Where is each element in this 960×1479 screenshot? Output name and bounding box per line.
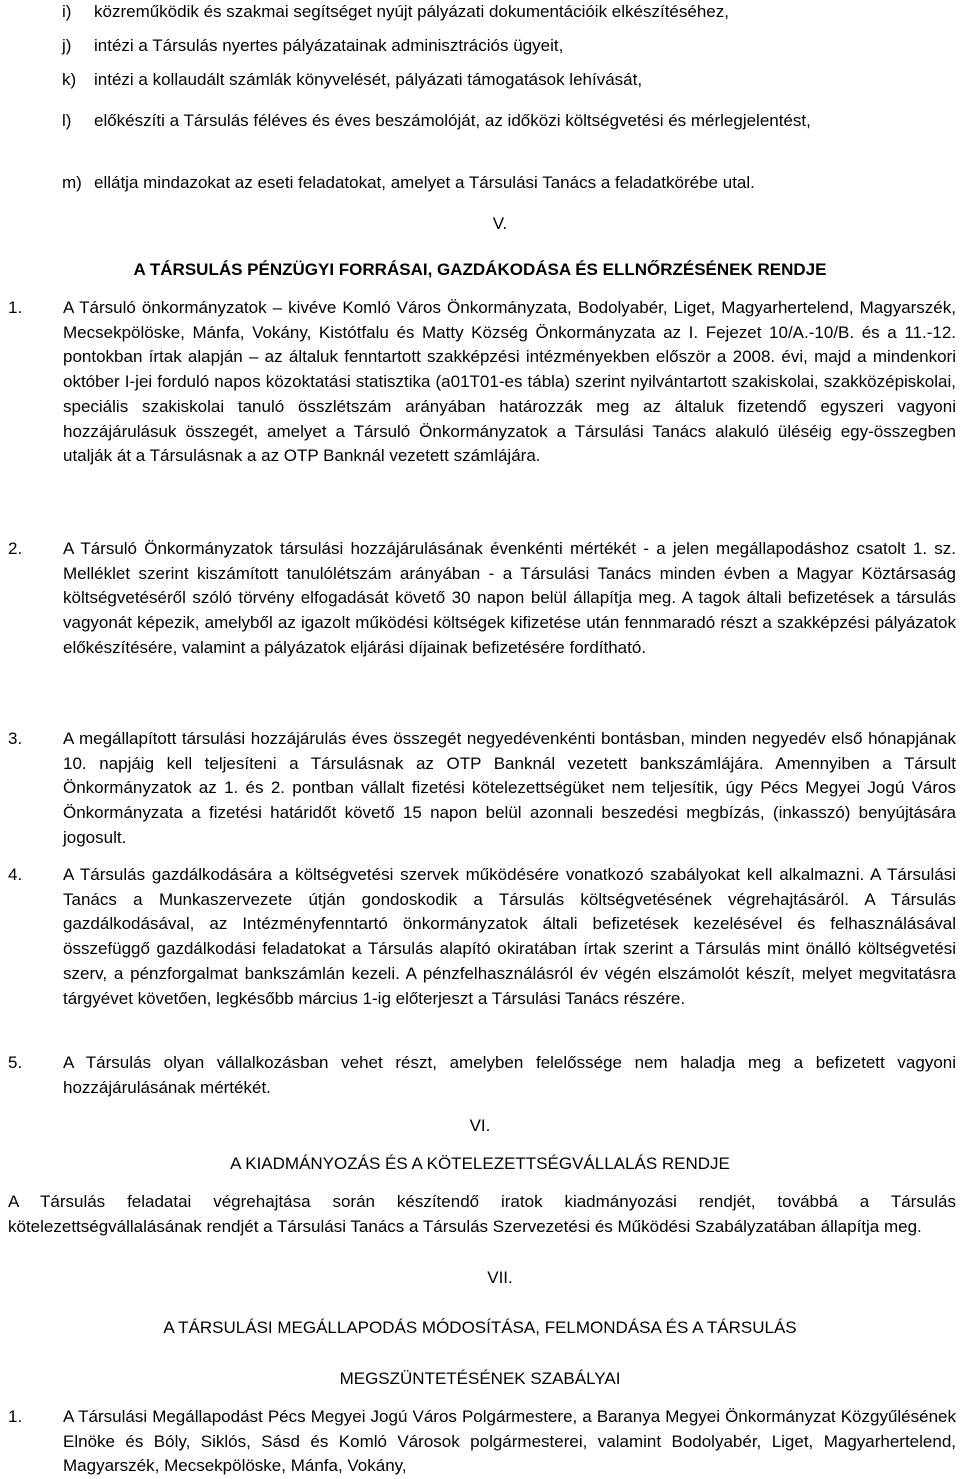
- item-label: i): [62, 2, 72, 21]
- item-text: közreműködik és szakmai segítséget nyújt pályázati dokumentációik elkészítéséhez,: [94, 2, 729, 21]
- list-item: [62, 109, 956, 171]
- item-number: 1.: [8, 1407, 23, 1426]
- list-item: [62, 171, 956, 201]
- list-item: [62, 68, 956, 109]
- item-number: 2.: [8, 539, 23, 558]
- list-item: [62, 34, 956, 68]
- item-label: k): [62, 70, 77, 89]
- item-text: intézi a kollaudált számlák könyvelését, pályázati támogatások lehívását,: [94, 70, 643, 89]
- numbered-item: [8, 863, 956, 1011]
- numbered-item: [8, 537, 956, 661]
- section-title: A TÁRSULÁS PÉNZÜGYI FORRÁSAI, GAZDÁKODÁSA ÉS ELLNŐRZÉSÉNEK RENDJE: [133, 260, 827, 279]
- item-text: A Társulási Megállapodást Pécs Megyei Jogú Város Polgármestere, a Baranya Megyei Önkormányzat Közgyűlésének Elnöke és Bóly, Siklós, Sásd és Komló Városok polgármesterei, valamint Bodolyabér, Liget, Magyarhertelend, Magyarszék, Mecsekpölöske, Mánfa, Vokány,: [63, 1407, 956, 1476]
- item-text: A Társulás gazdálkodására a költségvetési szervek működésére vonatkozó szabályokat kell alkalmazni. A Társulási Tanács a Munkaszervezete útján gondoskodik a Társulás költségvetésének végrehajtásáról. A Társulás gazdálkodásával, az Intézményfenntartó önkormányzatok általi befizetések kezelésével és felhasználásával összefüggő gazdálkodási feladatokat a Társulás alapító okiratában írtak szerint a Társulás mint önálló költségvetési szerv, a pénzforgalmat bankszámlán kezeli. A pénzfelhasználásról év végén elszámolót készít, melyet megvitatásra tárgyévet követően, legkésőbb március 1-ig előterjeszt a Társulási Tanács részére.: [63, 865, 956, 1008]
- section-numeral: VII.: [487, 1268, 513, 1287]
- item-text: A Társulás olyan vállalkozásban vehet részt, amelyben felelőssége nem haladja meg a befizetett vagyoni hozzájárulásának mértékét.: [63, 1053, 956, 1097]
- item-text: A Társuló Önkormányzatok társulási hozzájárulásának évenkénti mértékét - a jelen megállapodáshoz csatolt 1. sz. Melléklet szerint kiszámított tanulólétszám arányában - a Társulási Tanács minden évben a Magyar Köztársaság költségvetéséről szóló törvény elfogadását követő 30 napon belül állapítja meg. A tagok általi befizetések a társulás vagyonát képezik, amelyből az igazolt működési költségek kifizetése után fennmaradó részt a szakképzési pályázatok előkészítésére, valamint a pályázatok eljárási díjainak befizetésére fordítható.: [63, 539, 956, 657]
- section-title: A KIADMÁNYOZÁS ÉS A KÖTELEZETTSÉGVÁLLALÁS RENDJE: [230, 1154, 730, 1173]
- lettered-list: [62, 0, 956, 201]
- numbered-item: [8, 1405, 956, 1479]
- item-number: 3.: [8, 729, 23, 748]
- section-title-continued: MEGSZÜNTETÉSÉNEK SZABÁLYAI: [339, 1369, 621, 1388]
- section-numeral: V.: [492, 214, 508, 233]
- list-item: [62, 0, 956, 34]
- section-paragraph: A Társulás feladatai végrehajtása során készítendő iratok kiadmányozási rendjét, továbbá a Társulás kötelezettségvállalásának rendjét a Társulási Tanács a Társulás Szervezetési és Működési Szabályzatában állapítja meg.: [8, 1192, 956, 1236]
- item-text: előkészíti a Társulás féléves és éves beszámolóját, az időközi költségvetési és mérlegjelentést,: [94, 111, 811, 130]
- section-numeral: VI.: [469, 1116, 491, 1135]
- item-text: intézi a Társulás nyertes pályázatainak adminisztrációs ügyeit,: [94, 36, 564, 55]
- item-number: 1.: [8, 298, 23, 317]
- item-label: m): [62, 173, 82, 192]
- item-text: A megállapított társulási hozzájárulás éves összegét negyedévenkénti bontásban, minden negyedév első hónapjának 10. napjáig kell teljesíteni a Társulásnak az OTP Banknál vezetett bankszámlájára. Amennyiben a Társult Önkormányzatok az 1. és 2. pontban vállalt fizetési kötelezettségüket nem teljesítik, úgy Pécs Megyei Jogú Város Önkormányzata a fizetési határidőt követő 15 napon belül azonnali beszedési megbízás, (inkasszó) benyújtására jogosult.: [63, 729, 956, 847]
- item-text: A Társuló önkormányzatok – kivéve Komló Város Önkormányzata, Bodolyabér, Liget, Magyarhertelend, Magyarszék, Mecsekpölöske, Mánfa, Vokány, Kistótfalu és Matty Község Önkormányzata az I. Fejezet 10/A.-10/B. és a 11.-12. pontokban írtak alapján – az általuk fenntartott szakképzési intézményekben először a 2008. évi, majd a mindenkori október I-jei forduló napos közoktatási statisztika (a01T01-es tábla) szerint nyilvántartott szakiskolai, szakközépiskolai, speciális szakiskolai tanuló összlétszám arányában határozzák meg az általuk fizetendő egyszeri vagyoni hozzájárulásuk összegét, amelyet a Társuló Önkormányzatok a Társulási Tanács alakuló üléséig egy-összegben utalják át a Társulásnak a az OTP Banknál vezetett számlájára.: [63, 298, 956, 466]
- numbered-item: [8, 727, 956, 851]
- item-number: 4.: [8, 865, 23, 884]
- section-title: A TÁRSULÁSI MEGÁLLAPODÁS MÓDOSÍTÁSA, FELMONDÁSA ÉS A TÁRSULÁS: [163, 1318, 797, 1337]
- numbered-item: [8, 296, 956, 469]
- numbered-item: [8, 1051, 956, 1100]
- item-text: ellátja mindazokat az eseti feladatokat, amelyet a Társulási Tanács a feladatkörébe utal.: [94, 173, 755, 192]
- item-label: j): [62, 36, 72, 55]
- item-number: 5.: [8, 1053, 23, 1072]
- item-label: l): [62, 111, 72, 130]
